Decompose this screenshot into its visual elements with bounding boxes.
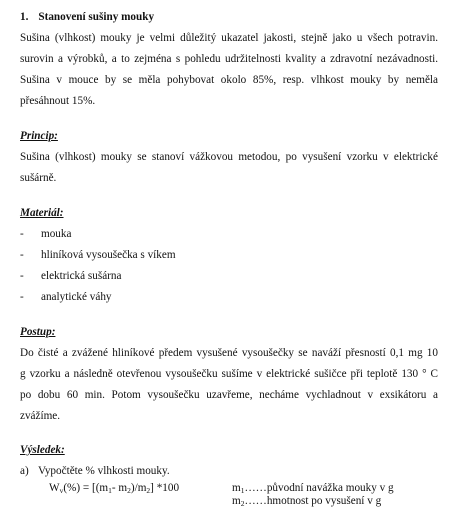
item-a-label: a) <box>20 465 29 477</box>
postup-line-3: po dobu 60 min. Potom vysoušečku uzavřeme, necháme vychladnout v exsikátoru a <box>20 389 438 401</box>
material-item: - elektrická sušárna <box>20 270 122 282</box>
postup-heading: Postup: <box>20 326 56 338</box>
section-title: Stanovení sušiny mouky <box>38 11 155 23</box>
intro-line-3: Sušina v mouce by se měla pohybovat okolo 85%, resp. vlhkost mouky by neměla <box>20 74 438 86</box>
intro-line-1: Sušina (vlhkost) mouky je velmi důležitý ukazatel jakosti, stejně jako u všech potravin. <box>20 32 438 44</box>
legend-m1: m1……původní navážka mouky v g <box>232 482 394 495</box>
vysledek-heading: Výsledek: <box>20 444 65 456</box>
postup-line-4: zvážíme. <box>20 410 61 422</box>
postup-line-1: Do čisté a zvážené hliníkové předem vysušené vysoušečky se naváží přesností 0,1 mg 10 <box>20 347 438 359</box>
material-heading: Materiál: <box>20 207 64 219</box>
item-a-text: Vypočtěte % vlhkosti mouky. <box>38 465 170 477</box>
legend-m2: m2……hmotnost po vysušení v g <box>232 495 382 508</box>
princip-heading: Princip: <box>20 130 58 142</box>
princip-line-2: sušárně. <box>20 172 57 184</box>
postup-line-2: g vzorku a následně otevřenou vysoušečku sušíme v elektrické sušičce při teplotě 130 ° C <box>20 368 438 380</box>
moisture-formula: Wv(%) = [(m1- m2)/m2] *100 <box>49 482 180 495</box>
princip-line-1: Sušina (vlhkost) mouky se stanoví vážkovou metodou, po vysušení vzorku v elektrické <box>20 151 438 163</box>
material-item: - mouka <box>20 228 72 240</box>
material-item: - hliníková vysoušečka s víkem <box>20 249 176 261</box>
intro-line-4: přesáhnout 15%. <box>20 95 96 107</box>
material-item: - analytické váhy <box>20 291 112 303</box>
section-heading <box>20 10 154 24</box>
result-item-a <box>20 464 170 478</box>
intro-line-2: surovin a výrobků, a to zejména s pohledu udržitelnosti kvality a zdravotní nezávadnosti. <box>20 53 438 65</box>
section-number: 1. <box>20 11 29 23</box>
